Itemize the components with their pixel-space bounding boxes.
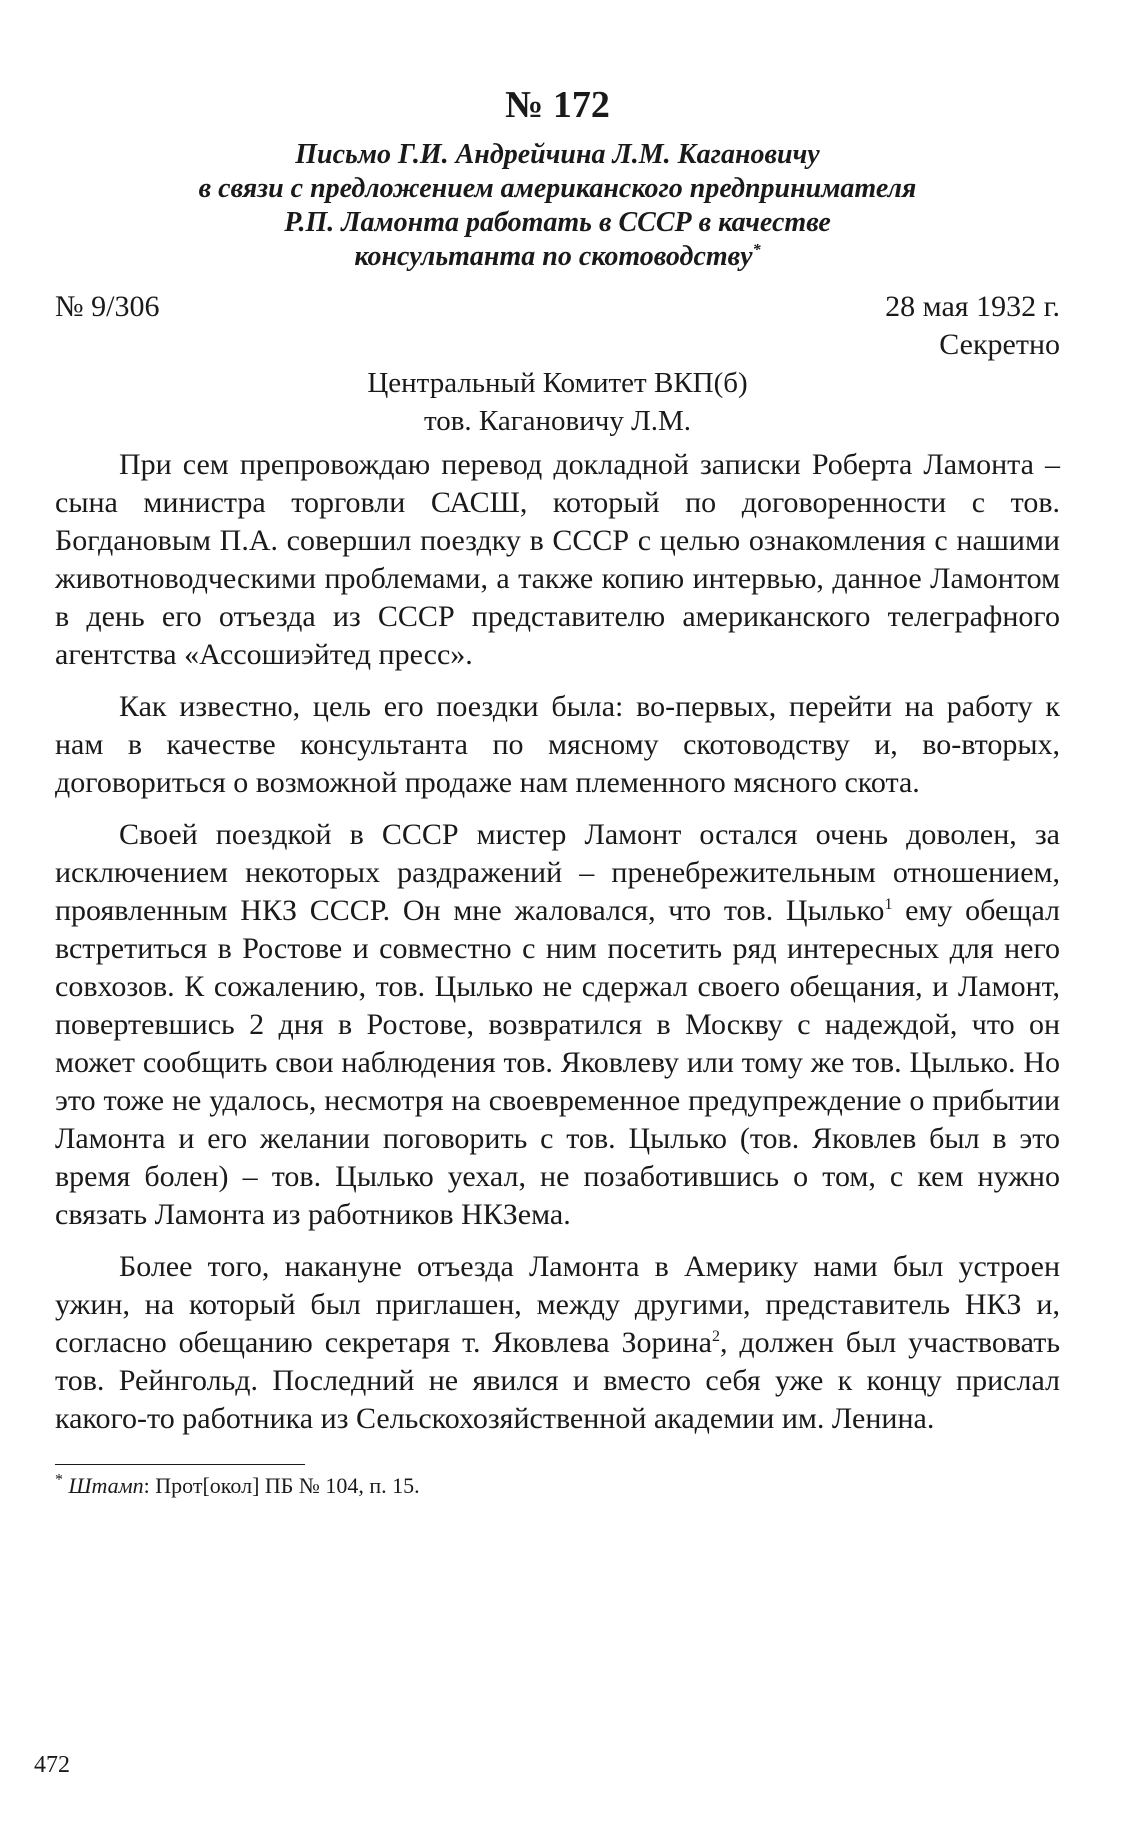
page-number: 472 xyxy=(34,1752,70,1778)
document-title xyxy=(55,138,1060,274)
paragraph-4-part-1: Более того, накануне отъезда Ламонта в Америку нами был устроен ужин, на который был приглашен, между другими, представитель НКЗ и, согласно обещанию секретаря т. Яковлева Зорина xyxy=(55,1250,1060,1359)
footnote-divider xyxy=(55,1464,305,1465)
document-meta xyxy=(55,288,1060,326)
paragraph-4-part-2: , должен был участвовать тов. Рейнгольд. Последний не явился и вместо себя уже к концу прислал какого-то работника из Сельскохозяйственной академии им. Ленина. xyxy=(55,1326,1060,1435)
title-footnote-mark: * xyxy=(752,241,761,259)
paragraph-4 xyxy=(55,1248,1060,1438)
title-line-4-text: консультанта по скотоводству xyxy=(354,241,753,272)
footnote-text: : Прот[окол] ПБ № 104, п. 15. xyxy=(143,1473,420,1498)
title-line-4 xyxy=(55,240,1060,274)
addressee-person: тов. Кагановичу Л.М. xyxy=(423,405,692,437)
addressee-block xyxy=(55,364,1060,440)
addressee-organization: Центральный Комитет ВКП(б) xyxy=(367,367,748,399)
document-date: 28 мая 1932 г. xyxy=(885,290,1060,323)
paragraph-3-part-2: ему обещал встретиться в Ростове и совместно с ним посетить ряд интересных для него совхозов. К сожалению, тов. Цылько не сдержал своего обещания, и Ламонт, повертевшись 2 дня в Ростове, возвратился в Москву с надеждой, что он может сообщить свои наблюдения тов. Яковлеву или тому же тов. Цылько. Но это тоже не удалось, несмотря на своевременное предупреждение о прибытии Ламонта и его желании поговорить с тов. Цылько (тов. Яковлев был в это время болен) – тов. Цылько уехал, не позаботившись о том, с кем нужно связать Ламонта из работников НКЗема. xyxy=(55,894,1060,1231)
footnote xyxy=(55,1471,1060,1501)
footnote-ref-1: 1 xyxy=(884,896,893,913)
classification-label: Секретно xyxy=(939,328,1060,361)
footnote-ref-2: 2 xyxy=(711,1328,720,1345)
document-page xyxy=(55,82,1060,1501)
title-line-2: в связи с предложением американского предпринимателя xyxy=(198,173,917,204)
title-line-1: Письмо Г.И. Андрейчина Л.М. Кагановичу xyxy=(295,139,820,170)
document-number: № 172 xyxy=(505,84,610,126)
paragraph-1: При сем препровождаю перевод докладной записки Роберта Ламонта – сына министра торговли САСШ, который по договоренности с тов. Богдановым П.А. совершил поездку в СССР с целью ознакомления с нашими животноводческими проблемами, а также копию интервью, данное Ламонтом в день его отъезда из СССР представителю американского телеграфного агентства «Ассошиэйтед пресс». xyxy=(55,448,1060,671)
paragraph-3 xyxy=(55,816,1060,1234)
letter-body xyxy=(55,446,1060,1438)
footnote-mark: * xyxy=(55,1471,63,1489)
footnote-label: Штамп xyxy=(68,1473,144,1498)
paragraph-2: Как известно, цель его поездки была: во-первых, перейти на работу к нам в качестве консультанта по мясному скотоводству и, во-вторых, договориться о возможной продаже нам племенного мясного скота. xyxy=(55,690,1060,799)
registration-number: № 9/306 xyxy=(55,290,160,323)
paragraph-3-part-1: Своей поездкой в СССР мистер Ламонт остался очень доволен, за исключением некоторых раздражений – пренебрежительным отношением, проявленным НКЗ СССР. Он мне жаловался, что тов. Цылько xyxy=(55,818,1060,927)
title-line-3: Р.П. Ламонта работать в СССР в качестве xyxy=(284,207,831,238)
